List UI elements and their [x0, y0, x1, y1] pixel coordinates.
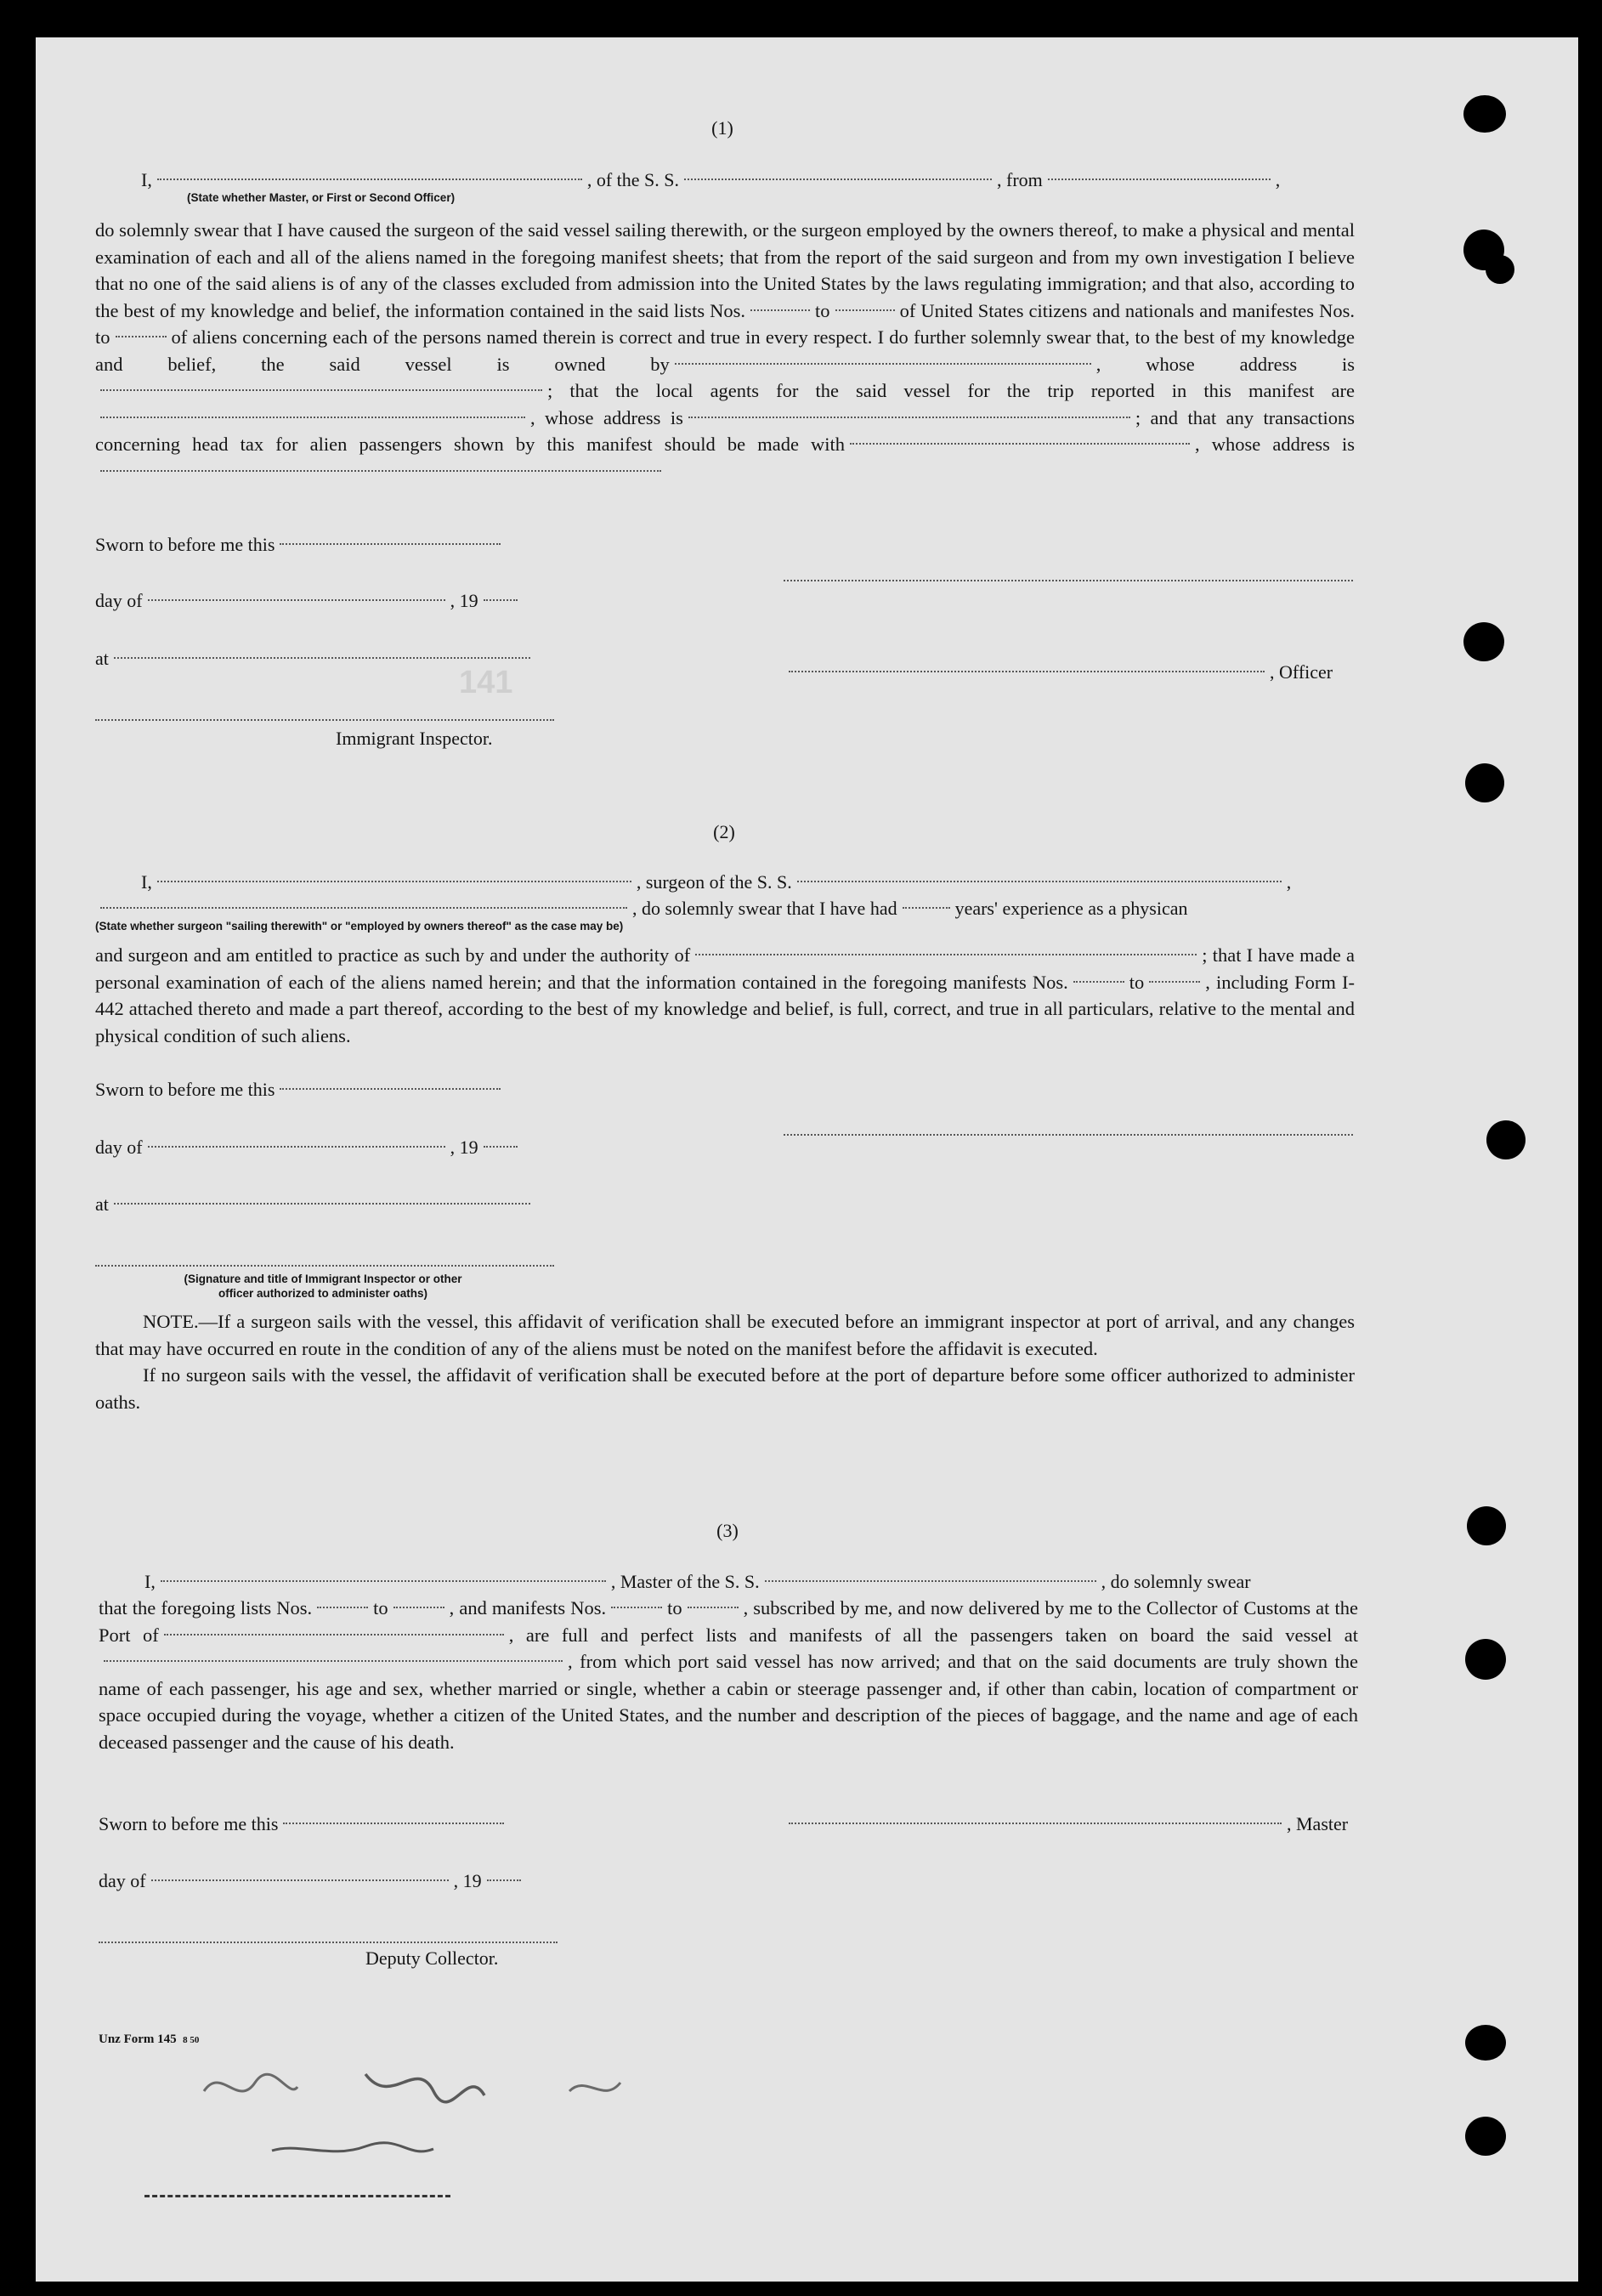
body-text: , subscribed by me, and now delivered by me to the Collector of Customs at the Port of	[99, 1597, 1358, 1646]
punch-hole	[1465, 2117, 1506, 2156]
body-text: to	[667, 1597, 682, 1619]
at-label: at	[95, 648, 109, 669]
surgeon-vessel-field[interactable]	[797, 881, 1282, 882]
inspector-signature-line[interactable]	[95, 719, 554, 721]
body-text: , whose address is	[1095, 353, 1355, 375]
officer-name-field[interactable]	[157, 179, 582, 180]
body-text: to	[95, 326, 110, 348]
punch-hole	[1465, 763, 1504, 802]
year-field[interactable]	[487, 1879, 521, 1881]
signature-hint	[127, 1272, 518, 1301]
officer-label: , Officer	[1270, 661, 1333, 683]
note-paragraph: NOTE.—If a surgeon sails with the vessel, this affidavit of verification shall be executed before an immigrant inspector at port of arrival, and any changes that may have occurred en route in the condition of any of the aliens must be noted on the manifest before the affidavit is executed.	[95, 1311, 1355, 1359]
day-line-1	[95, 587, 523, 615]
surgeon-type-field[interactable]	[100, 907, 627, 909]
body-text: of United States citizens and nationals and manifestes Nos.	[899, 299, 1355, 321]
at-label: at	[95, 1193, 109, 1215]
i-label: I,	[144, 1571, 156, 1592]
handwritten-signature	[195, 2057, 671, 2185]
body-text: ; and that any transactions concerning head tax for alien passengers shown by this manifest should be made with	[95, 406, 1355, 455]
departure-port-field[interactable]	[104, 1660, 563, 1662]
surgeon-of-label: , surgeon of the S. S.	[636, 871, 792, 893]
comma: ,	[1286, 871, 1292, 893]
surgeon-type-hint: (State whether surgeon "sailing therewith" or "employed by owners thereof" as the case may be)	[95, 920, 624, 933]
body-text: and surgeon and am entitled to practice as such by and under the authority of	[95, 944, 691, 966]
year-field[interactable]	[484, 599, 518, 601]
i-label: I,	[141, 871, 152, 893]
body-text: to	[373, 1597, 388, 1619]
signature-hint-line: (Signature and title of Immigrant Inspector or other	[184, 1273, 462, 1285]
body-text: ; that the local agents for the said vessel for the trip reported in this manifest are	[547, 380, 1355, 401]
form-number-text: Unz Form 145	[99, 2032, 177, 2046]
section-1-number: (1)	[711, 117, 733, 139]
year-label: , 19	[450, 590, 478, 611]
master-name-field[interactable]	[161, 1580, 606, 1582]
authority-field[interactable]	[695, 954, 1197, 955]
body-text: , whose address is	[1195, 434, 1355, 455]
year-field[interactable]	[484, 1146, 518, 1148]
officer-signature-field[interactable]	[789, 671, 1265, 672]
section-2-number: (2)	[713, 821, 735, 842]
signature-hint-line: officer authorized to administer oaths)	[218, 1287, 428, 1300]
owner-address-field[interactable]	[100, 389, 542, 391]
body-text: ; that I have made a personal examination of each of the aliens named herein; and that the information contained in the foregoing manifests Nos.	[95, 944, 1356, 993]
section-2-body	[95, 942, 1355, 1049]
manifests-from-field[interactable]	[611, 1607, 662, 1608]
master-line	[144, 1568, 1251, 1596]
officer-type-hint: (State whether Master, or First or Second Officer)	[187, 191, 456, 204]
punch-hole	[1486, 1120, 1526, 1159]
officer-line	[784, 659, 1333, 686]
master-of-label: , Master of the S. S.	[610, 1571, 760, 1592]
surgeon-signature-line[interactable]	[784, 1134, 1353, 1136]
note-paragraph: If no surgeon sails with the vessel, the affidavit of verification shall be executed before at the port of departure before some officer authorized to administer oaths.	[95, 1364, 1355, 1413]
body-text: , whose address is	[530, 406, 683, 428]
years-label: years' experience as a physican	[954, 898, 1188, 919]
body-text: do solemnly swear that I have caused the surgeon of the said vessel sailing therewith, or the surgeon employed by the owners thereof, to make a physical and mental examination of each and all of the aliens named in the foregoing manifest sheets; that from the report of the said surgeon and from my own investigation I believe that no one of the said aliens is of any of the classes excluded from admission into the United States by the laws regulating immigration; and that also, according to the best of my knowledge and belief, the information contained in the said lists Nos.	[95, 219, 1355, 321]
year-label: , 19	[450, 1137, 478, 1158]
sworn-line-3	[99, 1811, 509, 1838]
inspector-signature-line[interactable]	[95, 1265, 554, 1267]
day-field[interactable]	[148, 599, 445, 601]
section-3-number: (3)	[716, 1520, 739, 1541]
punch-hole	[1467, 1506, 1506, 1545]
note-block	[95, 1308, 1355, 1415]
sworn-line-2	[95, 1076, 506, 1103]
master-vessel-field[interactable]	[765, 1580, 1096, 1582]
punch-hole	[1463, 622, 1504, 661]
manifests-to-field[interactable]	[1149, 981, 1200, 983]
day-field[interactable]	[148, 1146, 445, 1148]
comma: ,	[1275, 169, 1281, 190]
day-line-3	[99, 1868, 526, 1895]
sworn-label: Sworn to before me this	[99, 1813, 279, 1834]
punch-hole	[1486, 255, 1514, 284]
lists-to-field[interactable]	[393, 1607, 444, 1608]
lists-from-field[interactable]	[750, 309, 810, 311]
sworn-date-field[interactable]	[283, 1823, 504, 1824]
manifests-from-field[interactable]	[1073, 981, 1124, 983]
body-text: , and manifests Nos.	[449, 1597, 607, 1619]
do-swear-label: , do solemnly swear that I have had	[632, 898, 897, 919]
day-line-2	[95, 1134, 523, 1161]
from-port-field[interactable]	[1048, 179, 1271, 180]
sworn-date-field[interactable]	[280, 1088, 501, 1090]
at-place-field[interactable]	[114, 657, 530, 659]
manifests-to-field[interactable]	[116, 336, 167, 337]
owner-field[interactable]	[675, 363, 1091, 365]
body-text: to	[815, 299, 830, 321]
immigrant-inspector-label: Immigrant Inspector.	[336, 728, 493, 749]
at-place-field[interactable]	[114, 1203, 530, 1205]
from-label: , from	[997, 169, 1043, 190]
punch-hole	[1465, 1639, 1506, 1680]
master-signature-line	[784, 1811, 1348, 1838]
body-text: , including Form I-442 attached thereto and made a part thereof, according to the best of my knowledge and belief, is full, correct, and true in all particulars, relative to the mental and physical condition of such aliens.	[95, 971, 1355, 1046]
body-text: to	[1129, 971, 1145, 993]
faded-stamp: 141	[459, 665, 513, 700]
deputy-collector-label: Deputy Collector.	[365, 1947, 499, 1969]
master-signature-field[interactable]	[789, 1823, 1282, 1824]
day-of-label: day of	[95, 1137, 143, 1158]
at-line-2	[95, 1191, 535, 1218]
sworn-date-field[interactable]	[280, 543, 501, 545]
body-text: , from which port said vessel has now arrived; and that on the said documents are truly shown the name of each passenger, his age and sex, whether married or single, whether a cabin or steerage passenger and, if other than cabin, location of compartment or space occupied during the voyage, whether a citizen of the United States, and the number and description of the pieces of baggage, and the name and age of each deceased passenger and the cause of his death.	[99, 1651, 1358, 1753]
body-text: that the foregoing lists Nos.	[99, 1597, 313, 1619]
punch-hole	[1465, 2025, 1506, 2061]
lists-from-field[interactable]	[317, 1607, 368, 1608]
sworn-label: Sworn to before me this	[95, 534, 275, 555]
head-tax-contact-field[interactable]	[850, 443, 1190, 445]
form-date-code: 8 50	[183, 2035, 200, 2045]
section-1-body	[95, 217, 1355, 485]
vessel-name-field[interactable]	[684, 179, 992, 180]
manifests-to-field[interactable]	[688, 1607, 739, 1608]
surgeon-line	[141, 869, 1291, 896]
bottom-rule	[144, 2195, 450, 2197]
punch-hole	[1463, 95, 1506, 133]
of-ss-label: , of the S. S.	[586, 169, 680, 190]
section-3-body	[99, 1595, 1358, 1755]
day-field[interactable]	[151, 1879, 449, 1881]
i-label: I,	[141, 169, 152, 190]
port-field[interactable]	[164, 1634, 504, 1636]
day-of-label: day of	[99, 1870, 146, 1891]
body-text: , are full and perfect lists and manifests of all the passengers taken on board the said vessel at	[508, 1624, 1359, 1646]
lists-to-field[interactable]	[835, 309, 895, 311]
officer-signature-line[interactable]	[784, 580, 1353, 581]
body-text: of aliens concerning each of the persons named therein is correct and true in every respect. I do further solemnly swear that, to the best of my knowledge and belief, the said vessel is owned by	[95, 326, 1355, 375]
day-of-label: day of	[95, 590, 143, 611]
years-field[interactable]	[903, 907, 950, 909]
sworn-line-1	[95, 531, 506, 558]
form-number	[99, 2032, 199, 2048]
head-tax-address-field[interactable]	[100, 470, 661, 472]
surgeon-name-field[interactable]	[157, 881, 631, 882]
agents-field[interactable]	[100, 417, 525, 418]
sworn-label: Sworn to before me this	[95, 1079, 275, 1100]
master-label: , Master	[1287, 1813, 1349, 1834]
collector-signature-line[interactable]	[99, 1942, 558, 1943]
do-swear-label: , do solemnly swear	[1101, 1571, 1251, 1592]
agents-address-field[interactable]	[688, 417, 1130, 418]
year-label: , 19	[453, 1870, 482, 1891]
